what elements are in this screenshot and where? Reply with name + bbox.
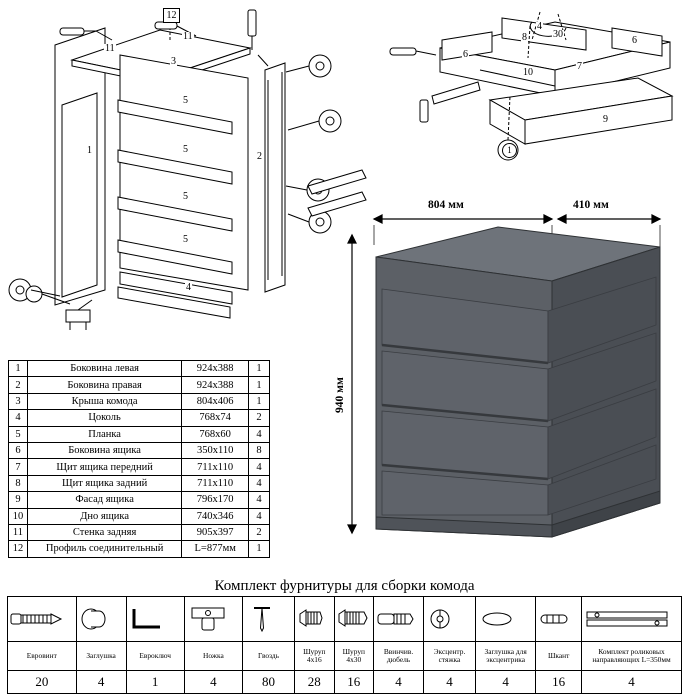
- table-row: [9, 475, 270, 491]
- part-qty: 4: [249, 492, 270, 508]
- part-name: Боковина правая: [27, 377, 181, 393]
- hardware-name: Заглушка для эксцентрика: [475, 642, 535, 671]
- part-dim: 711х110: [182, 459, 249, 475]
- eccentric-tie-icon: [423, 597, 475, 642]
- hardware-count: 80: [243, 671, 295, 694]
- part-name: Щит ящика передний: [27, 459, 181, 475]
- table-row: [9, 393, 270, 409]
- chest-render-with-dimensions: [330, 185, 689, 565]
- part-name: Планка: [27, 426, 181, 442]
- hardware-name: Заглушка: [76, 642, 126, 671]
- part-index: 5: [9, 426, 28, 442]
- hardware-name: Ножка: [184, 642, 242, 671]
- hardware-count: 28: [295, 671, 335, 694]
- part-index: 3: [9, 393, 28, 409]
- hardware-count: 1: [126, 671, 184, 694]
- part-index: 6: [9, 442, 28, 458]
- callout-6-left: 6: [463, 49, 468, 60]
- part-name: Боковина левая: [27, 361, 181, 377]
- table-row: [9, 361, 270, 377]
- table-row: [9, 508, 270, 524]
- roller-slides-icon: [582, 597, 682, 642]
- hardware-count: 4: [475, 671, 535, 694]
- part-qty: 1: [249, 361, 270, 377]
- part-name: Стенка задняя: [27, 524, 181, 540]
- part-dim: 350х110: [182, 442, 249, 458]
- hardware-count: 4: [374, 671, 424, 694]
- parts-table-body: [9, 361, 270, 558]
- part-dim: L=877мм: [182, 541, 249, 557]
- callout-6-right: 6: [632, 35, 637, 46]
- hardware-count: 20: [8, 671, 77, 694]
- hardware-name: Шуруп 4х30: [334, 642, 374, 671]
- callout-8: 8: [522, 32, 527, 43]
- callout-3: 3: [171, 56, 176, 67]
- part-index: 1: [9, 361, 28, 377]
- callout-7: 7: [577, 61, 582, 72]
- part-qty: 2: [249, 524, 270, 540]
- callout-10: 10: [523, 67, 533, 78]
- part-qty: 4: [249, 508, 270, 524]
- hardware-name: Евроключ: [126, 642, 184, 671]
- part-dim: 804х406: [182, 393, 249, 409]
- hardware-count: 4: [423, 671, 475, 694]
- table-row: [9, 541, 270, 557]
- part-name: Крыша комода: [27, 393, 181, 409]
- hardware-table: [7, 596, 682, 694]
- part-name: Щит ящика задний: [27, 475, 181, 491]
- cap-icon: [76, 597, 126, 642]
- part-index: 11: [9, 524, 28, 540]
- part-index: 8: [9, 475, 28, 491]
- hardware-name: Гвоздь: [243, 642, 295, 671]
- eccentric-cap-icon: [475, 597, 535, 642]
- callout-5-d: 5: [183, 234, 188, 245]
- callout-1: 1: [87, 145, 92, 156]
- callout-5-b: 5: [183, 144, 188, 155]
- table-row: [9, 524, 270, 540]
- part-index: 4: [9, 410, 28, 426]
- table-row: [9, 442, 270, 458]
- part-name: Цоколь: [27, 410, 181, 426]
- part-name: Дно ящика: [27, 508, 181, 524]
- hardware-name: Комплект роликовых направляющих L=350мм: [582, 642, 682, 671]
- hardware-count: 4: [184, 671, 242, 694]
- part-index: 12: [9, 541, 28, 557]
- screw-in-dowel-icon: [374, 597, 424, 642]
- callout-9: 9: [603, 114, 608, 125]
- hardware-count: 4: [76, 671, 126, 694]
- part-index: 7: [9, 459, 28, 475]
- part-qty: 4: [249, 475, 270, 491]
- part-index: 9: [9, 492, 28, 508]
- leg-icon: [184, 597, 242, 642]
- hardware-name: Евровинт: [8, 642, 77, 671]
- callout-30-right: 30: [553, 29, 563, 40]
- callout-4: 4: [186, 282, 191, 293]
- part-dim: 740х346: [182, 508, 249, 524]
- part-dim: 796х170: [182, 492, 249, 508]
- euro-key-icon: [126, 597, 184, 642]
- callout-11-left: 11: [105, 43, 115, 54]
- callout-5-c: 5: [183, 191, 188, 202]
- part-dim: 924х388: [182, 377, 249, 393]
- callout-11-right: 11: [183, 31, 193, 42]
- hardware-name: Шуруп 4х16: [295, 642, 335, 671]
- table-row: [9, 426, 270, 442]
- dimension-width: 804 мм: [428, 199, 464, 211]
- callout-2: 2: [257, 151, 262, 162]
- hardware-name: Ввинчив. дюбель: [374, 642, 424, 671]
- callout-5-a: 5: [183, 95, 188, 106]
- exploded-view-drawer: [380, 0, 689, 170]
- hardware-kit-title: Комплект фурнитуры для сборки комода: [214, 578, 475, 594]
- part-qty: 1: [249, 377, 270, 393]
- table-row: [9, 492, 270, 508]
- screw-4x30-icon: [334, 597, 374, 642]
- nail-icon: [243, 597, 295, 642]
- dimension-depth: 410 мм: [573, 199, 609, 211]
- dimension-height: 940 мм: [334, 377, 346, 413]
- table-row: [9, 459, 270, 475]
- part-dim: 905х397: [182, 524, 249, 540]
- part-name: Профиль соединительный: [27, 541, 181, 557]
- part-qty: 4: [249, 459, 270, 475]
- part-qty: 4: [249, 426, 270, 442]
- part-qty: 1: [249, 541, 270, 557]
- part-name: Фасад ящика: [27, 492, 181, 508]
- part-index: 10: [9, 508, 28, 524]
- hardware-count: 16: [536, 671, 582, 694]
- dowel-icon: [536, 597, 582, 642]
- callout-1-right: 1: [502, 143, 517, 158]
- part-dim: 924х388: [182, 361, 249, 377]
- part-qty: 2: [249, 410, 270, 426]
- euro-screw-icon: [8, 597, 77, 642]
- part-index: 2: [9, 377, 28, 393]
- part-name: Боковина ящика: [27, 442, 181, 458]
- part-qty: 8: [249, 442, 270, 458]
- part-dim: 711х110: [182, 475, 249, 491]
- hardware-name: Эксцентр. стяжка: [423, 642, 475, 671]
- table-row: [9, 410, 270, 426]
- part-qty: 1: [249, 393, 270, 409]
- parts-table: [8, 360, 270, 558]
- screw-4x16-icon: [295, 597, 335, 642]
- hardware-count: 4: [582, 671, 682, 694]
- callout-12: 12: [163, 8, 180, 23]
- table-row: [9, 377, 270, 393]
- callout-4-right: 4: [537, 21, 542, 32]
- part-dim: 768х74: [182, 410, 249, 426]
- hardware-name: Шкант: [536, 642, 582, 671]
- exploded-view-cabinet: [0, 0, 370, 345]
- hardware-count: 16: [334, 671, 374, 694]
- part-dim: 768х60: [182, 426, 249, 442]
